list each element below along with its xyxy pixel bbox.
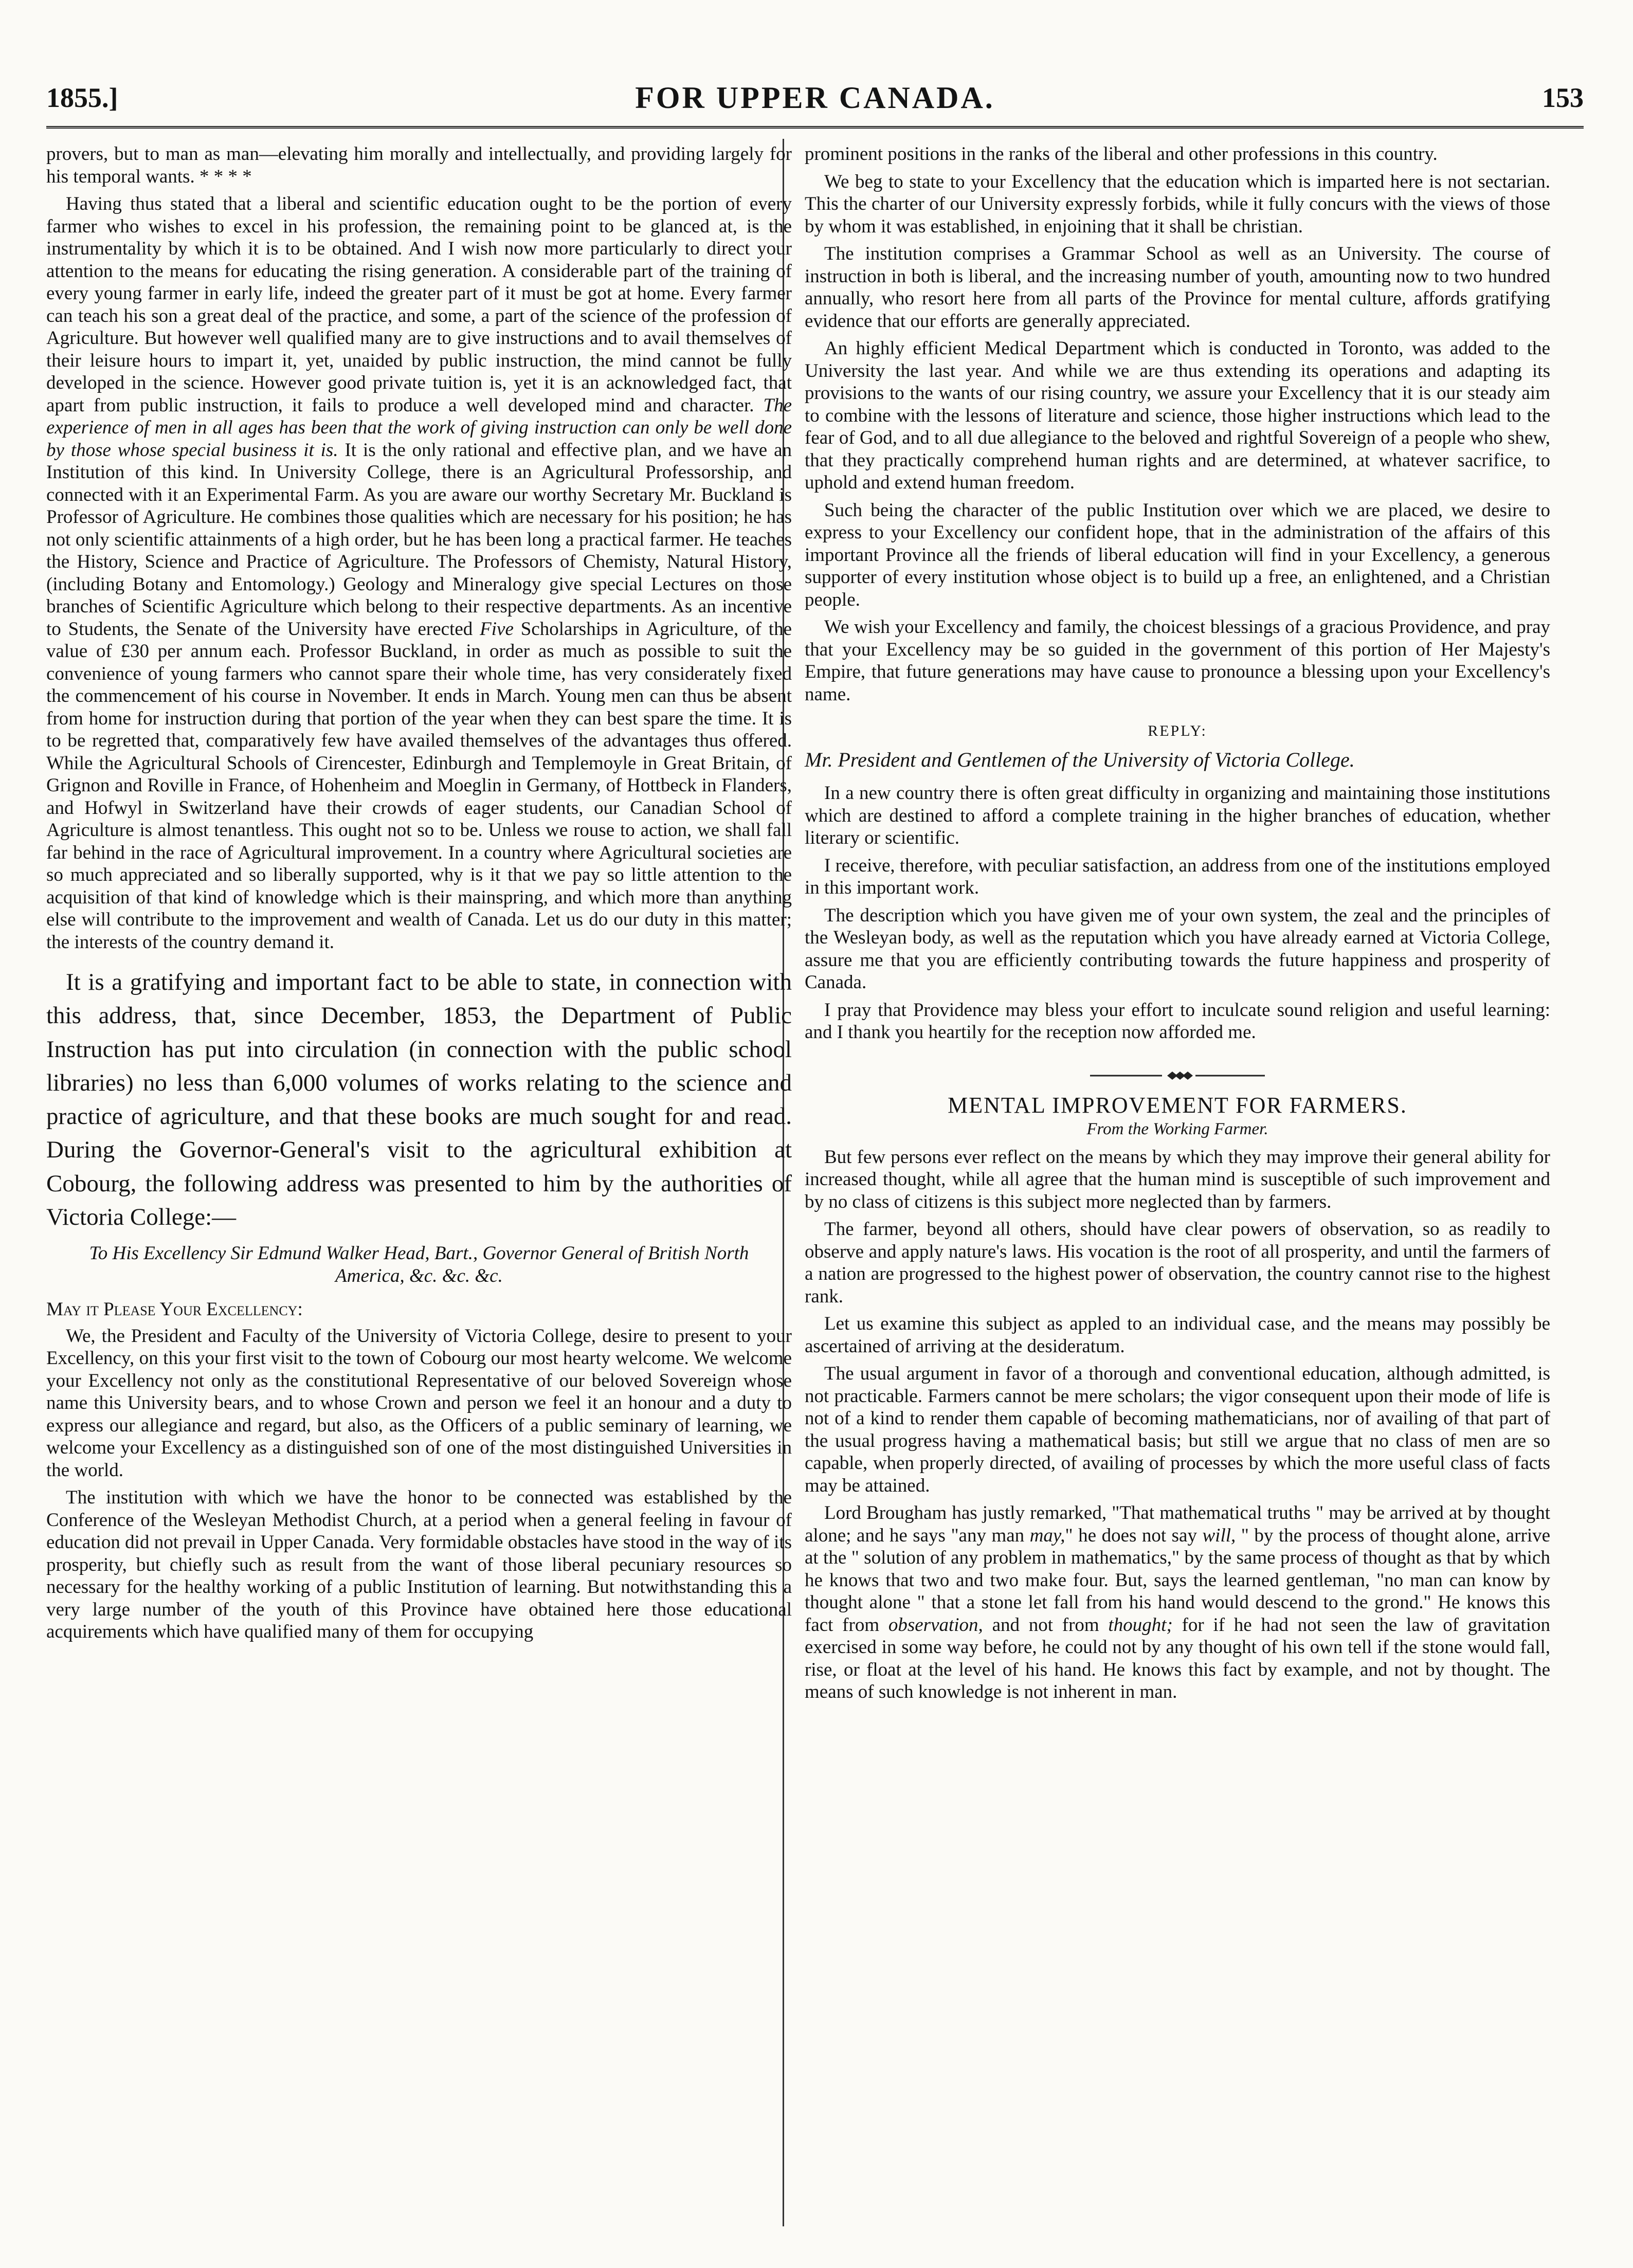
ornament-divider — [1085, 1069, 1270, 1082]
text-run: Scholarships in Agriculture, of the value of £30 per annum each. Professor Buckland, in order as much as possible to suit the convenience of young farmers who cannot spare their whole time, has very considerately fixed the commencement of his course in November. It ends in March. Young men can thus be absent from home for instruction during that portion of the year when they can best spare the time. It is to be regretted that, comparatively few have availed themselves of the advantages thus offered. While the Agricultural Schools of Cirencester, Edinburgh and Templemoyle in Great Britain, of Grignon and Roville in France, of Hohenheim and Moeglin in Germany, of Hottbeck in Flanders, and Hofwyl in Switzerland have their crowds of eager students, our Canadian School of Agriculture is almost tenantless. This ought not so to be. Unless we rouse to action, we shall fall far behind in the race of Agricultural improvement. In a country where Agricultural societies are so much appreciated and so liberally supported, why is it that we pay so little attention to the acquisition of that kind of knowledge which is their mainspring, and which more than anything else will contribute to the improvement and wealth of Canada. Let us do our duty in this matter; the interests of the country demand it. — [46, 618, 792, 953]
paragraph: I pray that Providence may bless your effort to inculcate sound religion and useful learning: and I thank you heartily for the reception now afforded me. — [805, 999, 1550, 1043]
italic-text: observation, — [888, 1614, 983, 1636]
paragraph: provers, but to man as man—elevating him morally and intellectually, and providing largely for his temporal wants. * * * * — [46, 143, 792, 187]
text-run: Having thus stated that a liberal and scientific education ought to be the portion of every farmer who wishes to excel in his profession, the remaining point to be glanced at, is the instrumentality by which it is to be obtained. And I wish now more particularly to direct your attention to the means for educating the rising generation. A considerable part of the training of every young farmer in early life, indeed the greater part of it must be got at home. Every farmer can teach his son a great deal of the practice, and some, a part of the science of the profession of Agriculture. But however well qualified many are to give instructions and to avail themselves of their leisure hours to impart it, yet, unaided by public instruction, the mind cannot be fully developed in the science. However good private tuition is, yet it is an acknowledged fact, that apart from public instruction, it fails to produce a well developed mind and character. — [46, 193, 792, 416]
section-source: From the Working Farmer. — [1086, 1120, 1268, 1138]
paragraph — [805, 1502, 1550, 1703]
reply-address: Mr. President and Gentlemen of the University of Victoria College. — [805, 748, 1355, 771]
text-run: It is the only rational and effective plan, and we have an Institution of this kind. In University College, there is an Agricultural Professorship, and connected with it an Experimental Farm. As you are aware our worthy Secretary Mr. Buckland is Professor of Agriculture. He combines those qualities which are necessary for his position; he has not only scientific attainments of a high order, but he has been long a practical farmer. He teaches the History, Science and Practice of Agriculture. The Professors of Chemisty, Natural History, (including Botany and Entomology.) Geology and Mineralogy give special Lectures on those branches of Scientific Agriculture which belong to their respective departments. As an incentive to Students, the Senate of the University have erected — [46, 439, 792, 640]
italic-text: will, — [1202, 1525, 1236, 1546]
text-run: " by the process of thought alone, arrive at the " solution of any problem in mathematics," by the same process of thought as that by which he knows that two and two make four. But, says the learned gentleman, "no man can know by thought alone " that a stone let fall from his hand would descend to the grond." He knows this fact from — [805, 1525, 1551, 1636]
italic-text: The experience of men in all ages has been that the work of giving instruction can only be well done by those whose special business it is. — [46, 394, 792, 461]
paragraph: prominent positions in the ranks of the liberal and other professions in this country. — [805, 143, 1438, 165]
italic-text: may, — [1029, 1525, 1065, 1546]
text-run: Lord Brougham has justly remarked, "That mathematical truths " may be arrived at by thought alone; and he says "any man — [805, 1502, 1550, 1546]
running-title: FOR UPPER CANADA. — [635, 81, 995, 115]
text-run: " he does not say — [1065, 1525, 1197, 1546]
address-heading: To His Excellency Sir Edmund Walker Head, Bart., Governor General of British North America, &c. &c. &c. — [89, 1243, 749, 1286]
paragraph: In a new country there is often great difficulty in organizing and maintaining those institutions which are destined to afford a complete training in the higher branches of education, whether literary or scientific. — [805, 783, 1550, 848]
paragraph: But few persons ever reflect on the means by which they may improve their general ability for increased thought, while all agree that the human mind is susceptible of such improvement and by no class of citizens is this subject more neglected than by farmers. — [805, 1146, 1550, 1212]
editorial-note: It is a gratifying and important fact to be able to state, in connection with this address, that, since December, 1853, the Department of Public Instruction has put into circulation (in connection with the public school libraries) no less than 6,000 volumes of works relating to the science and practice of agriculture, and that these books are much sought for and read. During the Governor-General's visit to the agricultural exhibition at Cobourg, the following address was presented to him by the authorities of Victoria College:— — [46, 969, 792, 1231]
paragraph: The institution with which we have the honor to be connected was established by the Conference of the Wesleyan Methodist Church, at a period when a general feeling in favour of education did not prevail in Upper Canada. Very formidable obstacles have stood in the way of its prosperity, but chiefly such as result from the want of those liberal pecuniary resources so necessary for the healthy working of a public Institution of learning. But notwithstanding this a very large number of the youth of this Province have obtained here those educational acquirements which have qualified many of them for occupying — [46, 1487, 792, 1643]
section-title: MENTAL IMPROVEMENT FOR FARMERS. — [948, 1092, 1407, 1118]
page-number: 153 — [1542, 82, 1584, 113]
paragraph: We beg to state to your Excellency that the education which is imparted here is not sectarian. This the charter of our University expressly forbids, while it fully concurs with the views of those by whom it was established, in enjoining that it shall be christian. — [805, 171, 1550, 237]
paragraph: An highly efficient Medical Department which is conducted in Toronto, was added to the University the last year. And while we are thus extending its operations and adapting its provisions to the wants of our rising country, we assure your Excellency that it is our steady aim to combine with the lessons of literature and science, those higher instructions which lead to the fear of God, and to all due allegiance to the beloved and rightful Sovereign of a people who shew, that they practically comprehend human rights and are determined, at whatever sacrifice, to uphold and extend human freedom. — [805, 338, 1550, 493]
paragraph: The description which you have given me of your own system, the zeal and the principles of the Wesleyan body, as well as the reputation which you have already earned at Victoria College, assure me that you are efficiently contributing towards the future happiness and prosperity of Canada. — [805, 904, 1550, 993]
italic-text: Five — [480, 618, 514, 640]
text-run: and not from — [992, 1614, 1099, 1636]
header-year: 1855.] — [46, 82, 118, 113]
right-column — [805, 143, 1550, 1709]
paragraph: The farmer, beyond all others, should have clear powers of observation, so as readily to observe and apply nature's laws. His vocation is the root of all prosperity, and until the farmers of a nation are progressed to the highest power of observation, the country cannot rise to the highest rank. — [805, 1219, 1550, 1307]
paragraph: I receive, therefore, with peculiar satisfaction, an address from one of the institutions employed in this important work. — [805, 855, 1550, 898]
italic-text: thought; — [1108, 1614, 1173, 1636]
reply-label: REPLY: — [1148, 722, 1207, 739]
paragraph — [46, 193, 792, 953]
paragraph: Such being the character of the public Institution over which we are placed, we desire to express to your Excellency our confident hope, that in the administration of the affairs of this important Province all the friends of liberal education will find in your Excellency, a generous supporter of every institution whose object is to build up a free, an enlightened, and a Christian people. — [805, 499, 1550, 610]
paragraph: We wish your Excellency and family, the choicest blessings of a gracious Providence, and pray that your Excellency may be so guided in the government of this portion of Her Majesty's Empire, that future generations may have cause to pronounce a blessing upon your Excellency's name. — [805, 616, 1550, 705]
text-run: for if he had not seen the law of gravitation exercised in some way before, he could not by any thought of his own tell if the stone would fall, rise, or float at the level of his hand. He knows this fact by example, and not by thought. The means of such knowledge is not inherent in man. — [805, 1614, 1551, 1702]
left-column — [46, 143, 792, 1648]
page-header — [46, 77, 1584, 123]
paragraph: Let us examine this subject as appled to an individual case, and the means may possibly be ascertained of arriving at the desideratum. — [805, 1313, 1550, 1357]
paragraph: The usual argument in favor of a thorough and conventional education, although admitted, is not practicable. Farmers cannot be mere scholars; the vigor consequent upon their mode of life is not of a kind to render them capable of becoming mathematicians, nor of availing of that part of the usual progress having a mathematical basis; but still we argue that no class of men are so capable, when properly directed, of availing of processes by which the more useful class of facts may be attained. — [805, 1363, 1550, 1496]
salutation: May it Please Your Excellency: — [46, 1299, 303, 1320]
paragraph: The institution comprises a Grammar School as well as an University. The course of instruction in both is liberal, and the increasing number of youth, amounting now to two hundred annually, who resort here from all parts of the Province for mental culture, affords gratifying evidence that our efforts are generally appreciated. — [805, 243, 1550, 332]
header-rule — [46, 126, 1584, 129]
paragraph: We, the President and Faculty of the University of Victoria College, desire to present to your Excellency, on this your first visit to the town of Cobourg our most hearty welcome. We welcome your Excellency not only as the constitutional Representative of our beloved Sovereign whose name this University bears, and to whose Crown and person we feel it an honour and a duty to express our allegiance and regard, but also, as the Officers of a public seminary of learning, we welcome your Excellency as a distinguished son of one of the most distinguished Universities in the world. — [46, 1325, 792, 1481]
